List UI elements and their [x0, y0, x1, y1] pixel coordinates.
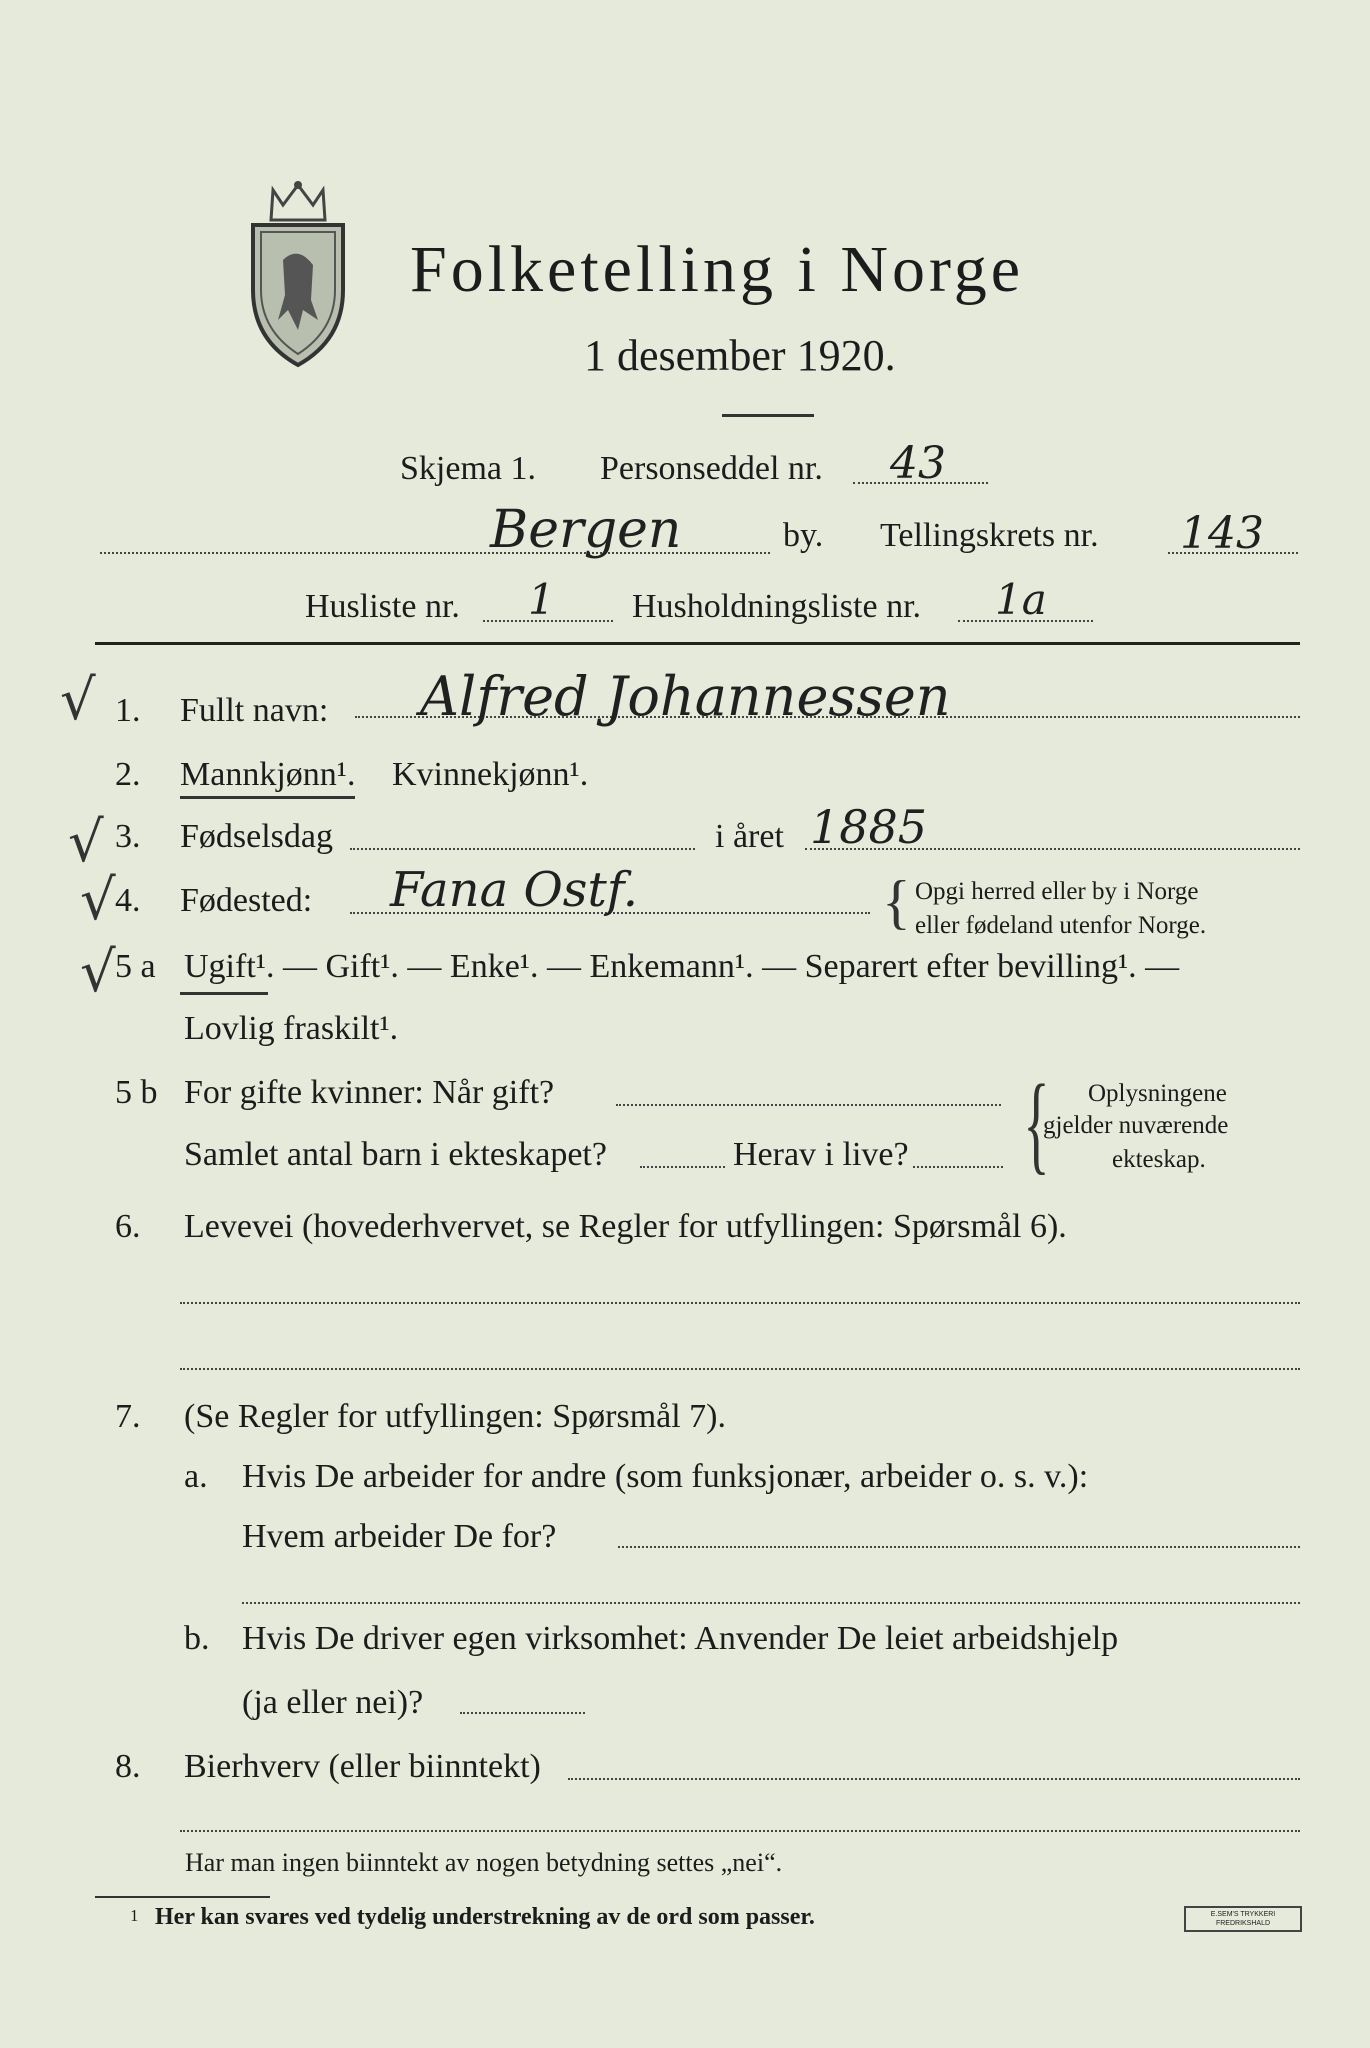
personseddel-label: Personseddel nr.: [600, 450, 823, 487]
q1-number: 1.: [115, 692, 141, 729]
q8-number: 8.: [115, 1748, 141, 1785]
q7a-number: a.: [184, 1458, 208, 1495]
q4-label: Fødested:: [180, 882, 313, 919]
check-mark: √: [80, 868, 116, 933]
footer-note: Har man ingen biinntekt av nogen betydning settes „nei“.: [185, 1848, 783, 1877]
q1-label: Fullt navn:: [180, 692, 329, 729]
printer-stamp: E.SEM'S TRYKKERI FREDRIKSHALD: [1184, 1906, 1302, 1932]
q8-label: Bierhverv (eller biinntekt): [184, 1748, 541, 1785]
q2-number: 2.: [115, 756, 141, 793]
q5b-line1: For gifte kvinner: Når gift?: [184, 1074, 555, 1111]
q7b-line1: Hvis De driver egen virksomhet: Anvender De leiet arbeidshjelp: [242, 1620, 1119, 1657]
schema-label: Skjema 1.: [400, 450, 536, 487]
tellingskrets-value: 143: [1180, 508, 1264, 559]
q4-number: 4.: [115, 882, 141, 919]
q1-value: Alfred Johannessen: [420, 665, 951, 728]
q5b-note-line3: ekteskap.: [1112, 1146, 1206, 1173]
q6-number: 6.: [115, 1208, 141, 1245]
personseddel-value: 43: [890, 438, 946, 489]
city-suffix: by.: [783, 517, 824, 554]
header-rule: [95, 642, 1300, 645]
husliste-value: 1: [528, 575, 555, 624]
husliste-label: Husliste nr.: [305, 588, 460, 625]
census-form: Folketelling i Norge 1 desember 1920. Skjema 1. Personseddel nr. 43 Bergen by. Tellingskrets nr. 143 Husliste nr. 1 Husholdningsliste nr. 1a √ √ √ √ 1. Fullt navn: Alfred Johannessen 2. Mannkjønn¹. Kvinnekjønn¹. 3. Fødselsdag i året 1885 4. Fødested: Fana Ostf. { Opgi herred eller by i Norge eller fødeland utenfor Norge. 5 a Ugift¹. — Gift¹. — Enke¹. — Enkemann¹. — Separert efter bevilling¹. — Lovlig fraskilt¹. 5 b For gifte kvinner: Når gift? Samlet antal barn i ekteskapet? Herav i live? { Oplysningene gjelder nuværende ekteskap. 6. Levevei (hovederhvervet, se Regler for utfyllingen: Spørsmål 6). 7. (Se Regler for utfyllingen: Spørsmål 7). a. Hvis De arbeider for andre (som funksjonær, arbeider o. s. v.): Hvem arbeider De for? b. Hvis De driver egen virksomhet: Anvender De leiet arbeidshjelp (ja eller nei)? 8. Bierhverv (eller biinntekt) Har man ingen biinntekt av nogen betydning settes „nei“. 1 Her kan svares ved tydelig understrekning av de ord som passer. E.SEM'S TRYKKERI FREDRIKSHALD: [0, 0, 1370, 2048]
q5b-line2-children: Samlet antal barn i ekteskapet?: [184, 1136, 607, 1173]
q3-year-label: i året: [715, 818, 784, 855]
q7-label: (Se Regler for utfyllingen: Spørsmål 7).: [184, 1398, 727, 1435]
q7-number: 7.: [115, 1398, 141, 1435]
q3-year-value: 1885: [810, 800, 928, 854]
footnote-text: Her kan svares ved tydelig understrekning av de ord som passer.: [155, 1904, 815, 1930]
q5a-line1: Ugift¹. — Gift¹. — Enke¹. — Enkemann¹. — Separert efter bevilling¹. —: [184, 948, 1180, 985]
q3-label: Fødselsdag: [180, 818, 333, 855]
check-mark: √: [68, 810, 104, 875]
q7a-line1: Hvis De arbeider for andre (som funksjonær, arbeider o. s. v.):: [242, 1458, 1089, 1495]
husholdning-label: Husholdningsliste nr.: [632, 588, 922, 625]
q4-note-line1: Opgi herred eller by i Norge: [915, 878, 1199, 905]
q5a-line2: Lovlig fraskilt¹.: [184, 1010, 399, 1047]
q5a-number: 5 a: [115, 948, 156, 985]
q2-female: Kvinnekjønn¹.: [392, 756, 589, 793]
q7b-number: b.: [184, 1620, 210, 1657]
title-divider: [722, 414, 814, 417]
q5b-note-line1: Oplysningene: [1088, 1080, 1227, 1107]
q5b-line2-alive: Herav i live?: [733, 1136, 909, 1173]
check-mark: √: [60, 668, 96, 733]
q7a-line2: Hvem arbeider De for?: [242, 1518, 557, 1555]
coat-of-arms-icon: [243, 180, 353, 370]
q2-male: Mannkjønn¹.: [180, 756, 355, 799]
form-date: 1 desember 1920.: [584, 331, 896, 380]
ugift-underline: [180, 992, 268, 995]
q3-number: 3.: [115, 818, 141, 855]
q4-value: Fana Ostf.: [390, 862, 639, 918]
q7b-line2: (ja eller nei)?: [242, 1684, 424, 1721]
tellingskrets-label: Tellingskrets nr.: [880, 517, 1099, 554]
check-mark: √: [80, 940, 116, 1005]
city-value: Bergen: [490, 500, 682, 560]
q4-note-line2: eller fødeland utenfor Norge.: [915, 912, 1207, 939]
q6-label: Levevei (hovederhvervet, se Regler for utfyllingen: Spørsmål 6).: [184, 1208, 1067, 1245]
q5b-number: 5 b: [115, 1074, 158, 1111]
q5b-note-line2: gjelder nuværende: [1043, 1112, 1229, 1139]
husholdning-value: 1a: [995, 575, 1047, 624]
form-title: Folketelling i Norge: [410, 233, 1025, 306]
footnote-number: 1: [130, 1906, 139, 1925]
footnote-divider: [95, 1896, 270, 1898]
